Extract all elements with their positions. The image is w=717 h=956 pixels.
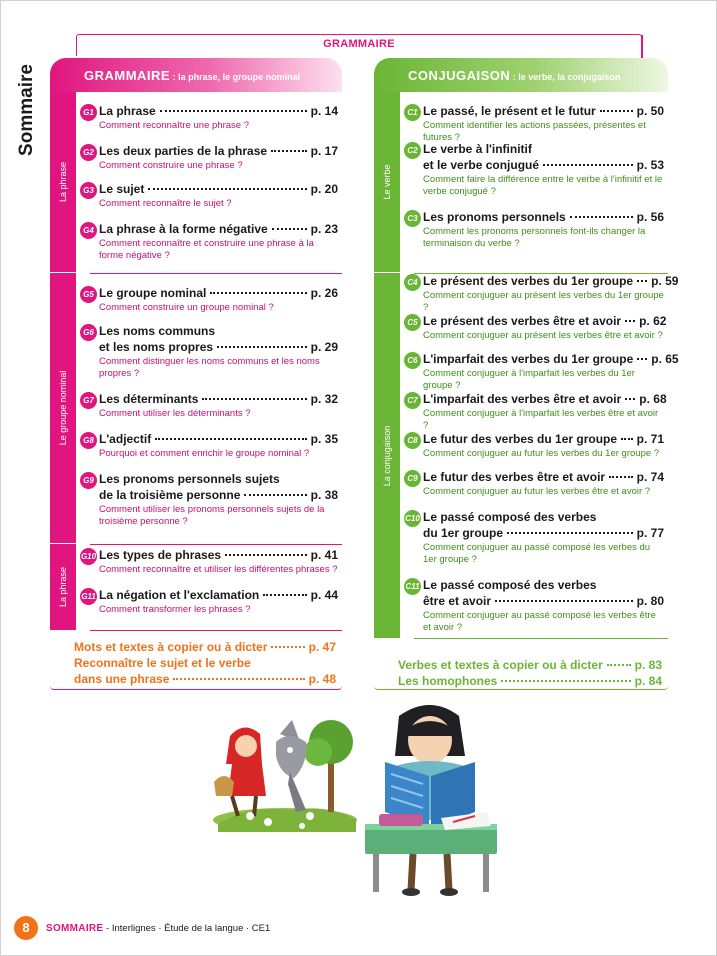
page-ref: p. 84 — [634, 674, 662, 688]
leader-dots — [244, 494, 306, 496]
toc-item-title — [99, 488, 338, 504]
lesson-description: Comment conjuguer au passé composé les verbes du 1er groupe ? — [423, 542, 651, 565]
toc-item-title — [99, 548, 338, 564]
leader-dots — [625, 320, 635, 322]
footer-link[interactable] — [74, 656, 336, 672]
lesson-title: Les pronoms personnels sujets — [99, 472, 280, 486]
lesson-description: Comment conjuguer au passé composé les verbes être et avoir ? — [423, 610, 656, 633]
page-ref: p. 26 — [310, 286, 338, 300]
page-ref: p. 65 — [651, 352, 679, 366]
lesson-description: Comment transformer les phrases ? — [99, 604, 251, 615]
grammar-header-title: GRAMMAIRE — [84, 68, 171, 83]
red-riding-hood-illustration — [210, 712, 360, 832]
leader-dots — [501, 680, 630, 682]
toc-item-title — [423, 470, 664, 486]
footer-link[interactable] — [398, 674, 662, 690]
page-ref: p. 35 — [310, 432, 338, 446]
lesson-description: Comment reconnaître le sujet ? — [99, 198, 232, 209]
page-ref: p. 14 — [310, 104, 338, 118]
lesson-badge: G6 — [80, 324, 97, 341]
lesson-title: La phrase — [99, 104, 156, 118]
girl-reading-illustration — [355, 700, 505, 896]
lesson-title: L'adjectif — [99, 432, 152, 446]
page-number: 8 — [14, 916, 38, 940]
separator — [90, 544, 342, 545]
separator — [90, 273, 342, 274]
page-footer — [14, 916, 270, 940]
toc-item-title — [423, 274, 679, 290]
page-ref: p. 77 — [636, 526, 664, 540]
lesson-title: Les deux parties de la phrase — [99, 144, 268, 158]
page-ref: p. 53 — [636, 158, 664, 172]
page-ref: p. 50 — [636, 104, 664, 118]
toc-item-title — [423, 352, 679, 368]
lesson-description: Comment utiliser les déterminants ? — [99, 408, 251, 419]
leader-dots — [271, 150, 307, 152]
toc-item-title — [423, 158, 664, 174]
lesson-badge: G9 — [80, 472, 97, 489]
lesson-badge: G4 — [80, 222, 97, 239]
leader-dots — [155, 438, 306, 440]
lesson-badge: G7 — [80, 392, 97, 409]
leader-dots — [637, 280, 647, 282]
lesson-description: Comment conjuguer au présent les verbes du 1er groupe ? — [423, 290, 664, 313]
leader-dots — [637, 358, 647, 360]
lesson-badge: C6 — [404, 352, 421, 369]
lesson-description: Comment reconnaître une phrase ? — [99, 120, 249, 131]
grammar-header — [50, 58, 342, 92]
footer-link-title: Les homophones — [398, 674, 498, 688]
section-label-groupe-nominal: Le groupe nominal — [50, 273, 76, 543]
lesson-description: Comment conjuguer au futur les verbes du 1er groupe ? — [423, 448, 660, 459]
conjugation-column — [374, 58, 679, 690]
leader-dots — [570, 216, 633, 218]
lesson-description: Comment conjuguer à l'imparfait les verbes du 1er groupe ? — [423, 368, 635, 391]
page-ref: p. 80 — [636, 594, 664, 608]
leader-dots — [543, 164, 633, 166]
leader-dots — [173, 678, 304, 680]
toc-item-title — [99, 472, 338, 488]
leader-dots — [160, 110, 307, 112]
section-label-conjugaison: La conjugaison — [374, 273, 400, 638]
lesson-badge: G1 — [80, 104, 97, 121]
page-ref: p. 23 — [310, 222, 338, 236]
lesson-title: Les noms communs — [99, 324, 216, 338]
lesson-title: Les pronoms personnels — [423, 210, 566, 224]
separator — [90, 630, 342, 631]
page-ref: p. 56 — [636, 210, 664, 224]
lesson-title: Le passé, le présent et le futur — [423, 104, 596, 118]
toc-item-title — [423, 594, 664, 610]
toc-item-title — [99, 182, 338, 198]
lesson-description: Pourquoi et comment enrichir le groupe nominal ? — [99, 448, 310, 459]
lesson-badge: C10 — [404, 510, 421, 527]
leader-dots — [263, 594, 306, 596]
lesson-title: L'imparfait des verbes être et avoir — [423, 392, 622, 406]
lesson-badge: C5 — [404, 314, 421, 331]
lesson-description: Comment distinguer les noms communs et les noms propres ? — [99, 356, 320, 379]
grammar-column — [50, 58, 342, 690]
leader-dots — [607, 664, 631, 666]
lesson-badge: C7 — [404, 392, 421, 409]
footer-link-title: Reconnaître le sujet et le verbe — [74, 656, 251, 670]
lesson-badge: C3 — [404, 210, 421, 227]
lesson-badge: C11 — [404, 578, 421, 595]
page-ref: p. 59 — [651, 274, 679, 288]
conjugation-header-title: CONJUGAISON — [408, 68, 511, 83]
lesson-description: Comment conjuguer au présent les verbes être et avoir ? — [423, 330, 663, 341]
lesson-description: Comment identifier les actions passées, présentes et futures ? — [423, 120, 646, 143]
section-label-phrase-2: La phrase — [50, 544, 76, 630]
toc-item-title — [99, 286, 338, 302]
page-title: Sommaire — [16, 64, 37, 156]
lesson-badge: C2 — [404, 142, 421, 159]
leader-dots — [507, 532, 633, 534]
leader-dots — [217, 346, 307, 348]
lesson-title: Le présent des verbes être et avoir — [423, 314, 622, 328]
footer-link-title: Verbes et textes à copier ou à dicter — [398, 658, 603, 672]
lesson-badge: G11 — [80, 588, 97, 605]
section-label-phrase: La phrase — [50, 92, 76, 272]
page-ref: p. 68 — [639, 392, 667, 406]
page-ref: p. 20 — [310, 182, 338, 196]
lesson-description: Comment les pronoms personnels font-ils changer la terminaison du verbe ? — [423, 226, 646, 249]
footer-text: SOMMAIRE - Interlignes · Étude de la langue · CE1 — [46, 922, 271, 934]
page-ref: p. 41 — [310, 548, 338, 562]
page-ref: p. 44 — [310, 588, 338, 602]
footer-link-title: Mots et textes à copier ou à dicter — [74, 640, 268, 654]
lesson-description: Comment utiliser les pronoms personnels sujets de la troisième personne ? — [99, 504, 325, 527]
toc-item-title — [99, 324, 338, 340]
lesson-badge: G2 — [80, 144, 97, 161]
lesson-badge: C4 — [404, 274, 421, 291]
leader-dots — [625, 398, 635, 400]
toc-item-title — [99, 340, 338, 356]
lesson-badge: G10 — [80, 548, 97, 565]
lesson-description: Comment faire la différence entre le verbe à l'infinitif et le verbe conjugué ? — [423, 174, 663, 197]
lesson-title: Le groupe nominal — [99, 286, 207, 300]
lesson-title: et le verbe conjugué — [423, 158, 540, 172]
leader-dots — [272, 228, 307, 230]
lesson-description: Comment construire un groupe nominal ? — [99, 302, 274, 313]
page-ref: p. 17 — [310, 144, 338, 158]
leader-dots — [621, 438, 633, 440]
lesson-badge: C1 — [404, 104, 421, 121]
lesson-title: Le sujet — [99, 182, 145, 196]
leader-dots — [148, 188, 306, 190]
lesson-title: Le futur des verbes du 1er groupe — [423, 432, 618, 446]
page-ref: p. 62 — [639, 314, 667, 328]
toc-item-title — [99, 104, 338, 120]
footer-link[interactable] — [74, 640, 336, 656]
lesson-title: du 1er groupe — [423, 526, 504, 540]
page-ref: p. 74 — [636, 470, 664, 484]
leader-dots — [202, 398, 306, 400]
footer-link-title: dans une phrase — [74, 672, 170, 686]
lesson-title: Les types de phrases — [99, 548, 222, 562]
lesson-description: Comment conjuguer à l'imparfait les verbes être et avoir ? — [423, 408, 659, 431]
page-ref: p. 71 — [636, 432, 664, 446]
leader-dots — [271, 646, 304, 648]
toc-item-title — [423, 432, 664, 448]
toc-item-title — [99, 144, 338, 160]
page-ref: p. 38 — [310, 488, 338, 502]
lesson-description: Comment construire une phrase ? — [99, 160, 243, 171]
lesson-title: et les noms propres — [99, 340, 214, 354]
conjugation-header-subtitle: : le verbe, la conjugaison — [510, 72, 621, 82]
lesson-description: Comment conjuguer au futur les verbes être et avoir ? — [423, 486, 651, 497]
toc-item-title — [423, 314, 667, 330]
toc-item-title — [423, 142, 664, 158]
lesson-title: Le passé composé des verbes — [423, 510, 597, 524]
toc-item-title — [423, 510, 664, 526]
toc-item-title — [423, 526, 664, 542]
page-ref: p. 47 — [308, 640, 336, 654]
top-banner: GRAMMAIRE — [76, 34, 642, 56]
page-ref: p. 48 — [308, 672, 336, 686]
footer-link[interactable] — [74, 672, 336, 688]
lesson-title: de la troisième personne — [99, 488, 241, 502]
leader-dots — [225, 554, 307, 556]
section-label-verbe: Le verbe — [374, 92, 400, 272]
footer-link[interactable] — [398, 658, 662, 674]
page-ref: p. 29 — [310, 340, 338, 354]
toc-item-title — [423, 392, 667, 408]
lesson-badge: G3 — [80, 182, 97, 199]
lesson-title: Les déterminants — [99, 392, 199, 406]
leader-dots — [495, 600, 633, 602]
lesson-badge: G8 — [80, 432, 97, 449]
leader-dots — [600, 110, 633, 112]
separator — [414, 638, 668, 639]
conjugation-header — [374, 58, 668, 92]
lesson-title: être et avoir — [423, 594, 492, 608]
lesson-title: Le passé composé des verbes — [423, 578, 597, 592]
grammar-header-subtitle: : la phrase, le groupe nominal — [170, 72, 301, 82]
leader-dots — [609, 476, 633, 478]
toc-item-title — [99, 222, 338, 238]
lesson-description: Comment reconnaître et construire une phrase à la forme négative ? — [99, 238, 314, 261]
lesson-title: Le futur des verbes être et avoir — [423, 470, 606, 484]
toc-item-title — [423, 578, 664, 594]
page-ref: p. 32 — [310, 392, 338, 406]
toc-item-title — [99, 588, 338, 604]
lesson-title: Le verbe à l'infinitif — [423, 142, 532, 156]
lesson-title: L'imparfait des verbes du 1er groupe — [423, 352, 634, 366]
lesson-title: Le présent des verbes du 1er groupe — [423, 274, 634, 288]
page-ref: p. 83 — [634, 658, 662, 672]
toc-item-title — [423, 210, 664, 226]
lesson-title: La négation et l'exclamation — [99, 588, 260, 602]
toc-item-title — [423, 104, 664, 120]
lesson-description: Comment reconnaître et utiliser les différentes phrases ? — [99, 564, 338, 575]
toc-item-title — [99, 392, 338, 408]
leader-dots — [210, 292, 306, 294]
lesson-badge: C8 — [404, 432, 421, 449]
lesson-badge: C9 — [404, 470, 421, 487]
toc-item-title — [99, 432, 338, 448]
lesson-title: La phrase à la forme négative — [99, 222, 268, 236]
lesson-badge: G5 — [80, 286, 97, 303]
